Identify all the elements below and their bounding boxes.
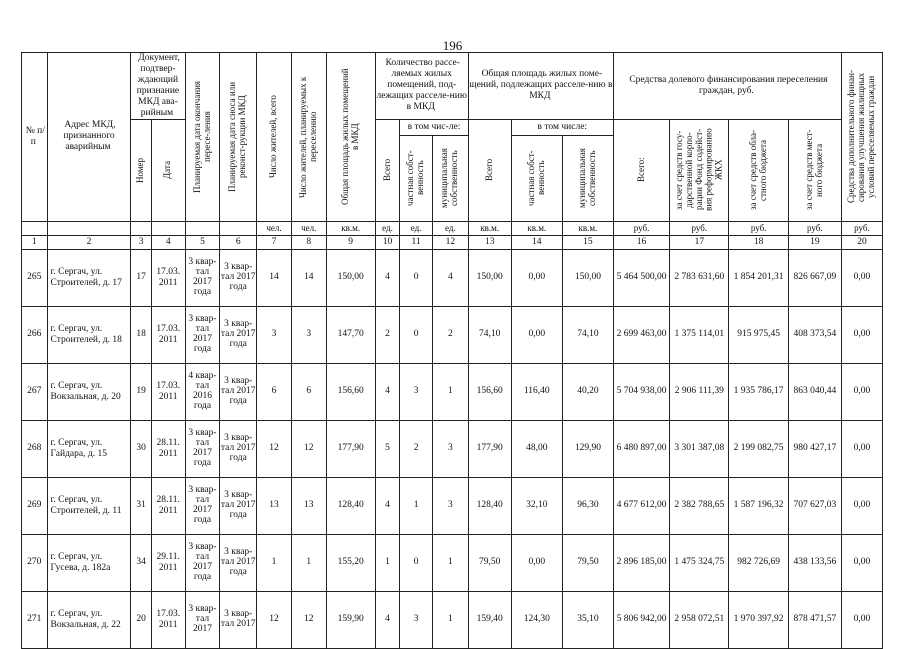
cell-ft: 5 704 938,00 [613, 363, 669, 420]
cell-ff: 2 958 072,51 [670, 591, 729, 648]
header-funds-regional: за счет средств обла-стного бюджета [729, 119, 788, 221]
cell-ft: 2 699 463,00 [613, 306, 669, 363]
header-area-incl: в том числе: [511, 119, 613, 135]
cell-date: 17.03. 2011 [151, 591, 185, 648]
cell-fr: 915 975,45 [729, 306, 788, 363]
cell-cp: 3 [400, 363, 433, 420]
cell-num: 20 [131, 591, 151, 648]
cell-ct: 4 [375, 249, 400, 306]
cell-fl: 863 040,44 [788, 363, 841, 420]
cell-at: 159,40 [468, 591, 511, 648]
cell-ap: 32,10 [511, 477, 562, 534]
column-number-cell: 7 [257, 235, 292, 249]
column-number-cell: 10 [375, 235, 400, 249]
cell-ap: 124,30 [511, 591, 562, 648]
cell-ff: 2 906 111,39 [670, 363, 729, 420]
cell-ff: 2 382 788,65 [670, 477, 729, 534]
cell-num: 17 [131, 249, 151, 306]
cell-n: 265 [22, 249, 48, 306]
column-number-cell: 5 [185, 235, 220, 249]
cell-fl: 707 627,03 [788, 477, 841, 534]
table-row [22, 306, 883, 363]
cell-n: 267 [22, 363, 48, 420]
cell-area: 150,00 [326, 249, 375, 306]
cell-cp: 0 [400, 249, 433, 306]
cell-res: 14 [257, 249, 292, 306]
table-row [22, 249, 883, 306]
cell-res: 13 [257, 477, 292, 534]
header-funds-local: за счет средств мест-ного бюджета [788, 119, 841, 221]
cell-cm: 1 [432, 363, 468, 420]
cell-date: 29.11. 2011 [151, 534, 185, 591]
cell-resp: 12 [291, 591, 326, 648]
unit-cell: кв.м. [326, 221, 375, 235]
unit-cell: руб. [613, 221, 669, 235]
unit-cell: руб. [729, 221, 788, 235]
cell-ap: 0,00 [511, 306, 562, 363]
resettlement-table [21, 52, 883, 649]
cell-at: 79,50 [468, 534, 511, 591]
header-planned-demolition: Планируемая дата сноса или реконст-рукции МКД [220, 53, 257, 222]
cell-ff: 1 475 324,75 [670, 534, 729, 591]
unit-cell: кв.м. [468, 221, 511, 235]
column-number-cell: 9 [326, 235, 375, 249]
column-number-cell: 16 [613, 235, 669, 249]
header-document: Документ, подтвер-ждающий признание МКД ава-рийным [131, 53, 185, 120]
column-number-cell: 11 [400, 235, 433, 249]
cell-ff: 3 301 387,08 [670, 420, 729, 477]
cell-fa: 0,00 [841, 306, 882, 363]
cell-ap: 116,40 [511, 363, 562, 420]
cell-fr: 1 587 196,32 [729, 477, 788, 534]
cell-addr: г. Сергач, ул. Гусева, д. 182а [47, 534, 131, 591]
cell-am: 96,30 [562, 477, 613, 534]
cell-fr: 982 726,69 [729, 534, 788, 591]
column-number-cell: 3 [131, 235, 151, 249]
cell-fa: 0,00 [841, 591, 882, 648]
unit-cell: руб. [841, 221, 882, 235]
header-address: Адрес МКД, признанного аварийным [47, 53, 131, 222]
cell-end: 3 квар-тал 2017 года [185, 249, 220, 306]
cell-cm: 1 [432, 591, 468, 648]
cell-res: 12 [257, 591, 292, 648]
column-number-cell: 18 [729, 235, 788, 249]
cell-fl: 826 667,09 [788, 249, 841, 306]
cell-n: 269 [22, 477, 48, 534]
table-row [22, 591, 883, 648]
cell-cm: 4 [432, 249, 468, 306]
cell-num: 18 [131, 306, 151, 363]
cell-demo: 3 квар-тал 2017 года [220, 420, 257, 477]
cell-ct: 5 [375, 420, 400, 477]
page-number: 196 [442, 38, 463, 53]
table-row [22, 363, 883, 420]
cell-num: 34 [131, 534, 151, 591]
unit-cell [22, 221, 48, 235]
cell-cm: 1 [432, 534, 468, 591]
cell-ct: 4 [375, 477, 400, 534]
cell-cp: 1 [400, 477, 433, 534]
unit-cell [151, 221, 185, 235]
cell-fa: 0,00 [841, 477, 882, 534]
cell-fa: 0,00 [841, 534, 882, 591]
cell-at: 177,90 [468, 420, 511, 477]
cell-num: 31 [131, 477, 151, 534]
units-row [22, 221, 883, 235]
cell-addr: г. Сергач, ул. Строителей, д. 17 [47, 249, 131, 306]
cell-cp: 3 [400, 591, 433, 648]
unit-cell [47, 221, 131, 235]
cell-n: 266 [22, 306, 48, 363]
header-total-area: Общая площадь жилых помещений в МКД [326, 53, 375, 222]
cell-resp: 14 [291, 249, 326, 306]
header-funds-group: Средства долевого финансирования переселения граждан, руб. [613, 53, 841, 120]
cell-res: 1 [257, 534, 292, 591]
cell-fr: 1 854 201,31 [729, 249, 788, 306]
cell-n: 270 [22, 534, 48, 591]
cell-resp: 12 [291, 420, 326, 477]
header-area-total: Всего [468, 119, 511, 221]
cell-demo: 3 квар-тал 2017 года [220, 249, 257, 306]
column-number-cell: 4 [151, 235, 185, 249]
cell-end: 4 квар-тал 2016 года [185, 363, 220, 420]
header-area-group: Общая площадь жилых поме-щений, подлежащих расселе-нию в МКД [468, 53, 613, 120]
cell-resp: 6 [291, 363, 326, 420]
cell-ft: 5 806 942,00 [613, 591, 669, 648]
cell-ct: 4 [375, 363, 400, 420]
cell-addr: г. Сергач, ул. Вокзальная, д. 22 [47, 591, 131, 648]
cell-area: 147,70 [326, 306, 375, 363]
cell-demo: 3 квар-тал 2017 года [220, 306, 257, 363]
cell-am: 79,50 [562, 534, 613, 591]
column-number-cell: 20 [841, 235, 882, 249]
cell-fl: 980 427,17 [788, 420, 841, 477]
cell-res: 3 [257, 306, 292, 363]
unit-cell: чел. [257, 221, 292, 235]
cell-date: 17.03. 2011 [151, 249, 185, 306]
table-row [22, 477, 883, 534]
cell-area: 159,90 [326, 591, 375, 648]
unit-cell: ед. [400, 221, 433, 235]
column-number-cell: 13 [468, 235, 511, 249]
cell-ft: 2 896 185,00 [613, 534, 669, 591]
header-funds-fund: за счет средств госу-дарственной корпо-рации Фонд содейст-вия реформированию ЖКХ [670, 119, 729, 221]
column-number-cell: 2 [47, 235, 131, 249]
header-count-group: Количество рассе-ляемых жилых помещений, под-лежащих расселе-нию в МКД [375, 53, 468, 120]
column-numbers-row [22, 235, 883, 249]
cell-addr: г. Сергач, ул. Гайдара, д. 15 [47, 420, 131, 477]
header-planned-end: Планируемая дата окончания пересе-ления [185, 53, 220, 222]
cell-am: 35,10 [562, 591, 613, 648]
cell-fr: 1 970 397,92 [729, 591, 788, 648]
unit-cell: ед. [432, 221, 468, 235]
cell-ap: 0,00 [511, 249, 562, 306]
cell-addr: г. Сергач, ул. Строителей, д. 18 [47, 306, 131, 363]
cell-at: 150,00 [468, 249, 511, 306]
cell-fr: 1 935 786,17 [729, 363, 788, 420]
cell-date: 28.11. 2011 [151, 420, 185, 477]
unit-cell: кв.м. [562, 221, 613, 235]
cell-addr: г. Сергач, ул. Строителей, д. 11 [47, 477, 131, 534]
header-area-private: частная собст-венность [511, 135, 562, 221]
header-doc-number: Номер [131, 119, 151, 221]
header-count-private: частная собст-венность [400, 135, 433, 221]
cell-demo: 3 квар-тал 2017 года [220, 477, 257, 534]
header-area-municipal: муниципальная собственность [562, 135, 613, 221]
cell-date: 17.03. 2011 [151, 363, 185, 420]
cell-date: 28.11. 2011 [151, 477, 185, 534]
cell-ft: 6 480 897,00 [613, 420, 669, 477]
cell-demo: 3 квар-тал 2017 [220, 591, 257, 648]
cell-area: 156,60 [326, 363, 375, 420]
cell-cm: 3 [432, 477, 468, 534]
unit-cell: чел. [291, 221, 326, 235]
cell-fl: 878 471,57 [788, 591, 841, 648]
cell-cm: 2 [432, 306, 468, 363]
cell-at: 74,10 [468, 306, 511, 363]
cell-area: 155,20 [326, 534, 375, 591]
column-number-cell: 8 [291, 235, 326, 249]
cell-resp: 13 [291, 477, 326, 534]
table-row [22, 420, 883, 477]
cell-res: 6 [257, 363, 292, 420]
cell-ff: 2 783 631,60 [670, 249, 729, 306]
column-number-cell: 17 [670, 235, 729, 249]
cell-num: 30 [131, 420, 151, 477]
cell-cp: 0 [400, 534, 433, 591]
cell-n: 271 [22, 591, 48, 648]
cell-fr: 2 199 082,75 [729, 420, 788, 477]
cell-end: 3 квар-тал 2017 [185, 591, 220, 648]
cell-am: 40,20 [562, 363, 613, 420]
cell-end: 3 квар-тал 2017 года [185, 534, 220, 591]
column-number-cell: 1 [22, 235, 48, 249]
unit-cell [220, 221, 257, 235]
column-number-cell: 19 [788, 235, 841, 249]
column-number-cell: 6 [220, 235, 257, 249]
header-residents-total: Число жителей, всего [257, 53, 292, 222]
cell-at: 128,40 [468, 477, 511, 534]
cell-ff: 1 375 114,01 [670, 306, 729, 363]
cell-ft: 5 464 500,00 [613, 249, 669, 306]
unit-cell: ед. [375, 221, 400, 235]
cell-ct: 4 [375, 591, 400, 648]
column-number-cell: 15 [562, 235, 613, 249]
cell-date: 17.03. 2011 [151, 306, 185, 363]
header-residents-planned: Число жителей, планируемых к переселению [291, 53, 326, 222]
cell-end: 3 квар-тал 2017 года [185, 306, 220, 363]
table-row [22, 534, 883, 591]
header-count-municipal: муниципальная собственность [432, 135, 468, 221]
cell-end: 3 квар-тал 2017 года [185, 420, 220, 477]
cell-area: 128,40 [326, 477, 375, 534]
header-funds-total: Всего: [613, 119, 669, 221]
cell-addr: г. Сергач, ул. Вокзальная, д. 20 [47, 363, 131, 420]
unit-cell: кв.м. [511, 221, 562, 235]
cell-num: 19 [131, 363, 151, 420]
cell-cm: 3 [432, 420, 468, 477]
column-number-cell: 14 [511, 235, 562, 249]
cell-ct: 2 [375, 306, 400, 363]
unit-cell: руб. [670, 221, 729, 235]
cell-area: 177,90 [326, 420, 375, 477]
table-body [22, 249, 883, 648]
cell-fl: 438 133,56 [788, 534, 841, 591]
header-count-total: Всего [375, 119, 400, 221]
cell-ap: 0,00 [511, 534, 562, 591]
cell-fa: 0,00 [841, 363, 882, 420]
cell-cp: 0 [400, 306, 433, 363]
header-doc-date: Дата [151, 119, 185, 221]
cell-n: 268 [22, 420, 48, 477]
cell-cp: 2 [400, 420, 433, 477]
unit-cell [185, 221, 220, 235]
header-funds-additional: Средства дополнительного финан-сирования улучшения жилищных условий переселяемых граждан [841, 53, 882, 222]
cell-end: 3 квар-тал 2017 года [185, 477, 220, 534]
cell-res: 12 [257, 420, 292, 477]
cell-ct: 1 [375, 534, 400, 591]
cell-fa: 0,00 [841, 420, 882, 477]
cell-ap: 48,00 [511, 420, 562, 477]
cell-fa: 0,00 [841, 249, 882, 306]
unit-cell [131, 221, 151, 235]
cell-resp: 3 [291, 306, 326, 363]
cell-at: 156,60 [468, 363, 511, 420]
cell-am: 129,90 [562, 420, 613, 477]
column-number-cell: 12 [432, 235, 468, 249]
cell-resp: 1 [291, 534, 326, 591]
cell-am: 150,00 [562, 249, 613, 306]
cell-demo: 3 квар-тал 2017 года [220, 363, 257, 420]
cell-demo: 3 квар-тал 2017 года [220, 534, 257, 591]
cell-ft: 4 677 612,00 [613, 477, 669, 534]
header-num: № п/п [22, 53, 48, 222]
cell-am: 74,10 [562, 306, 613, 363]
unit-cell: руб. [788, 221, 841, 235]
cell-fl: 408 373,54 [788, 306, 841, 363]
header-count-incl: в том чис-ле: [400, 119, 469, 135]
